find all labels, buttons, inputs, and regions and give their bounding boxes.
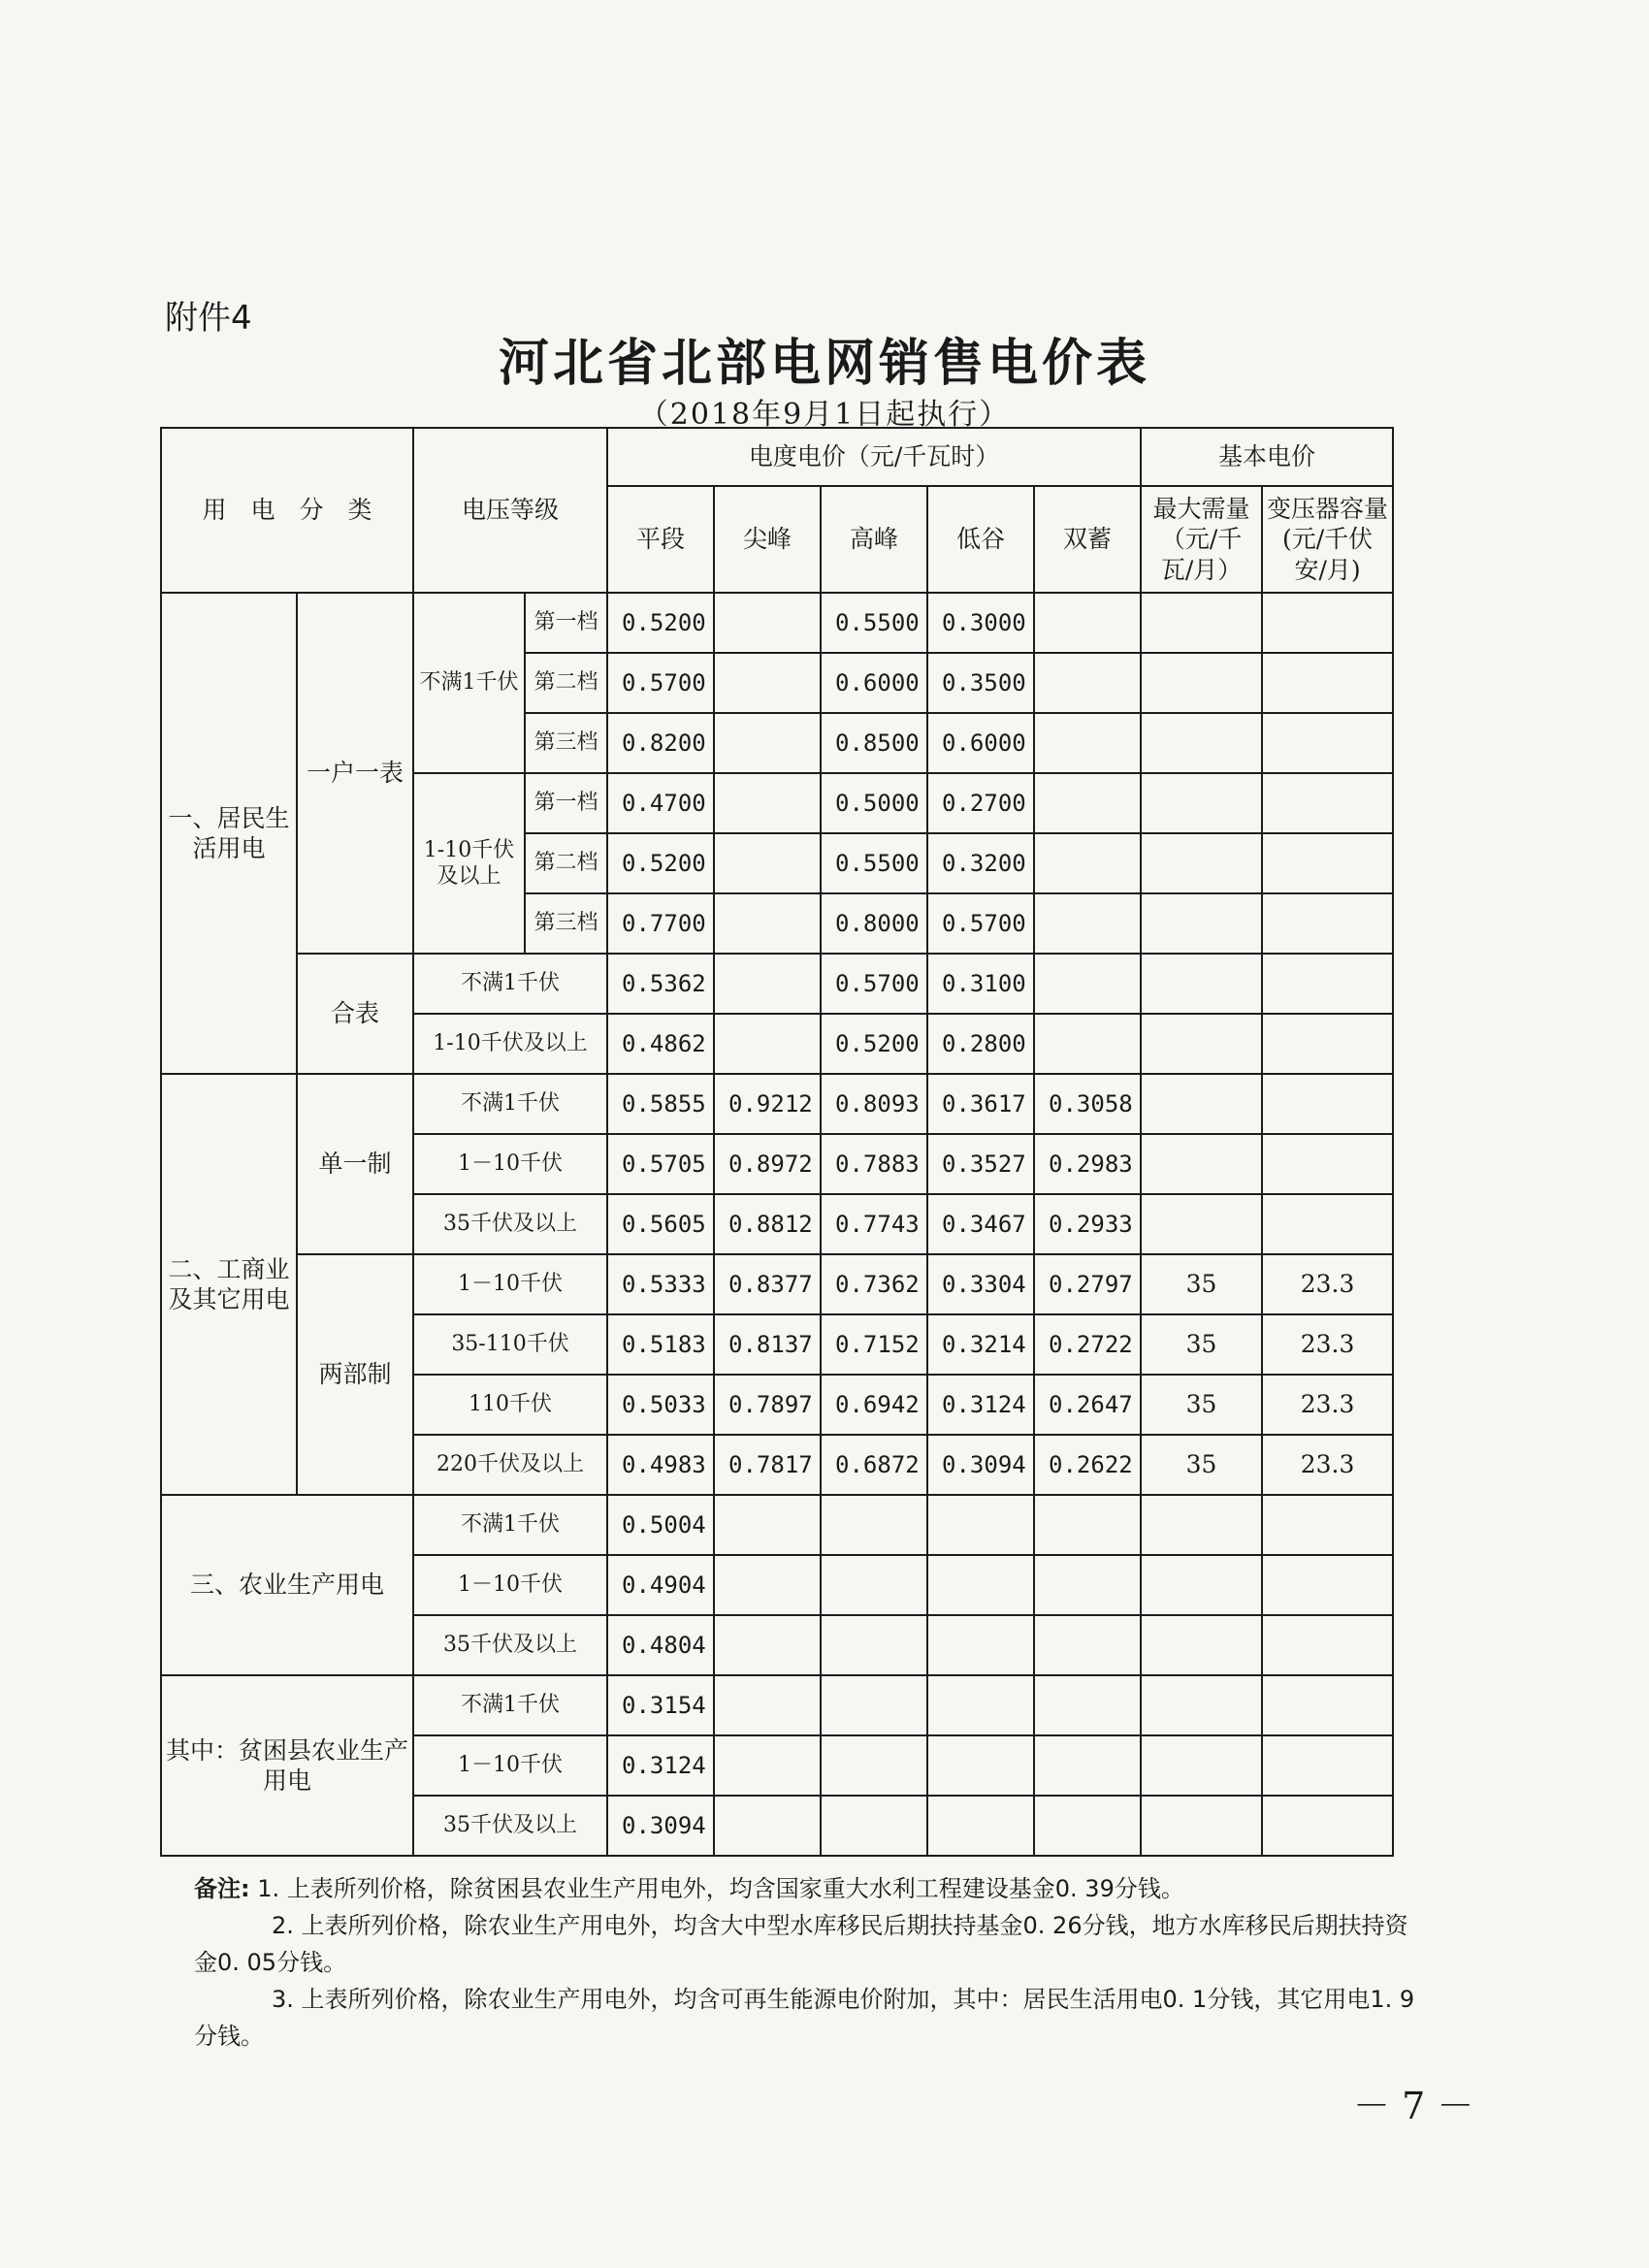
price-low: 0.3304 [927, 1254, 1034, 1314]
price-low: 0.3124 [927, 1375, 1034, 1435]
price-high [821, 1495, 927, 1555]
table-row [161, 1254, 1393, 1314]
note-1: 1. 上表所列价格，除贫困县农业生产用电外，均含国家重大水利工程建设基金0. 39分钱。 [257, 1875, 1184, 1902]
price-storage [1034, 1555, 1141, 1615]
price-demand: 35 [1141, 1254, 1262, 1314]
price-demand [1141, 1074, 1262, 1134]
table-row [161, 593, 1393, 653]
price-capacity [1262, 1194, 1393, 1254]
price-flat: 0.8200 [607, 713, 714, 773]
price-low: 0.6000 [927, 713, 1034, 773]
tier-cell: 第二档 [525, 653, 607, 713]
price-high [821, 1796, 927, 1856]
price-peak [714, 1735, 821, 1796]
price-high: 0.7883 [821, 1134, 927, 1194]
page-number: － 7 － [1353, 2085, 1474, 2127]
price-high: 0.5200 [821, 1014, 927, 1074]
price-flat: 0.5333 [607, 1254, 714, 1314]
voltage-cell: 35千伏及以上 [413, 1194, 607, 1254]
voltage-cell: 1-10千伏及以上 [413, 1014, 607, 1074]
price-peak: 0.8137 [714, 1314, 821, 1375]
price-peak [714, 833, 821, 893]
group-poor-agri: 其中：贫困县农业生产用电 [161, 1675, 413, 1856]
price-low: 0.3214 [927, 1314, 1034, 1375]
price-demand [1141, 653, 1262, 713]
price-peak [714, 593, 821, 653]
price-demand [1141, 713, 1262, 773]
price-demand [1141, 773, 1262, 833]
voltage-cell: 不满1千伏 [413, 954, 607, 1014]
price-storage [1034, 893, 1141, 954]
price-storage: 0.3058 [1034, 1074, 1141, 1134]
price-capacity [1262, 954, 1393, 1014]
group-agri: 三、农业生产用电 [161, 1495, 413, 1675]
header-energy-price: 电度电价（元/千瓦时） [607, 428, 1141, 486]
price-storage [1034, 1735, 1141, 1796]
price-peak: 0.8972 [714, 1134, 821, 1194]
voltage-cell: 35-110千伏 [413, 1314, 607, 1375]
group-residential: 一、居民生活用电 [161, 593, 297, 1074]
price-flat: 0.3094 [607, 1796, 714, 1856]
price-capacity [1262, 1555, 1393, 1615]
price-demand [1141, 1735, 1262, 1796]
header-transformer-capacity: 变压器容量(元/千伏安/月) [1262, 486, 1393, 593]
price-capacity [1262, 1014, 1393, 1074]
price-high: 0.5700 [821, 954, 927, 1014]
voltage-cell: 35千伏及以上 [413, 1796, 607, 1856]
group-two-part: 两部制 [297, 1254, 413, 1495]
price-demand [1141, 1014, 1262, 1074]
price-demand [1141, 833, 1262, 893]
price-low: 0.2800 [927, 1014, 1034, 1074]
price-high: 0.7362 [821, 1254, 927, 1314]
price-high [821, 1675, 927, 1735]
price-low: 0.3100 [927, 954, 1034, 1014]
header-col-peak: 尖峰 [714, 486, 821, 593]
price-peak: 0.8812 [714, 1194, 821, 1254]
price-demand [1141, 1194, 1262, 1254]
price-peak [714, 1796, 821, 1856]
price-demand [1141, 1555, 1262, 1615]
price-peak [714, 773, 821, 833]
price-flat: 0.5033 [607, 1375, 714, 1435]
price-peak [714, 1495, 821, 1555]
price-high: 0.8500 [821, 713, 927, 773]
price-flat: 0.4862 [607, 1014, 714, 1074]
price-storage [1034, 1615, 1141, 1675]
price-flat: 0.7700 [607, 893, 714, 954]
header-col-high: 高峰 [821, 486, 927, 593]
price-peak: 0.7897 [714, 1375, 821, 1435]
price-capacity [1262, 1074, 1393, 1134]
group-single-system: 单一制 [297, 1074, 413, 1254]
price-capacity: 23.3 [1262, 1254, 1393, 1314]
page-subtitle: （2018年9月1日起执行） [638, 398, 1011, 432]
price-high: 0.6000 [821, 653, 927, 713]
price-storage [1034, 954, 1141, 1014]
price-low: 0.3094 [927, 1435, 1034, 1495]
voltage-cell: 1－10千伏 [413, 1735, 607, 1796]
price-storage [1034, 713, 1141, 773]
tier-cell: 第三档 [525, 893, 607, 954]
price-low: 0.2700 [927, 773, 1034, 833]
price-demand [1141, 1675, 1262, 1735]
price-storage: 0.2722 [1034, 1314, 1141, 1375]
price-low [927, 1796, 1034, 1856]
note-2: 2. 上表所列价格，除农业生产用电外，均含大中型水库移民后期扶持基金0. 26分钱，地方水库移民后期扶持资金0. 05分钱。 [194, 1912, 1408, 1976]
price-storage: 0.2933 [1034, 1194, 1141, 1254]
price-peak [714, 954, 821, 1014]
price-storage [1034, 1495, 1141, 1555]
price-low [927, 1735, 1034, 1796]
price-capacity [1262, 1134, 1393, 1194]
price-low [927, 1675, 1034, 1735]
voltage-cell: 不满1千伏 [413, 1074, 607, 1134]
voltage-cell: 不满1千伏 [413, 1675, 607, 1735]
price-flat: 0.4804 [607, 1615, 714, 1675]
note-3: 3. 上表所列价格，除农业生产用电外，均含可再生能源电价附加，其中：居民生活用电0. 1分钱，其它用电1. 9分钱。 [194, 1986, 1415, 2050]
price-storage: 0.2622 [1034, 1435, 1141, 1495]
price-capacity [1262, 1675, 1393, 1735]
price-storage: 0.2647 [1034, 1375, 1141, 1435]
voltage-cell: 35千伏及以上 [413, 1615, 607, 1675]
price-storage: 0.2797 [1034, 1254, 1141, 1314]
price-table [160, 427, 1394, 1857]
header-voltage: 电压等级 [413, 428, 607, 593]
header-col-storage: 双蓄 [1034, 486, 1141, 593]
price-high [821, 1555, 927, 1615]
price-high: 0.5500 [821, 833, 927, 893]
price-high [821, 1615, 927, 1675]
price-low: 0.3500 [927, 653, 1034, 713]
price-capacity [1262, 713, 1393, 773]
tier-cell: 第二档 [525, 833, 607, 893]
notes-label: 备注: [194, 1875, 250, 1902]
price-flat: 0.5605 [607, 1194, 714, 1254]
price-peak: 0.8377 [714, 1254, 821, 1314]
price-capacity: 23.3 [1262, 1314, 1393, 1375]
price-demand: 35 [1141, 1435, 1262, 1495]
price-demand [1141, 954, 1262, 1014]
price-peak [714, 1675, 821, 1735]
price-flat: 0.5200 [607, 593, 714, 653]
price-peak [714, 1555, 821, 1615]
price-demand: 35 [1141, 1314, 1262, 1375]
price-high: 0.5000 [821, 773, 927, 833]
price-flat: 0.3124 [607, 1735, 714, 1796]
table-row [161, 1495, 1393, 1555]
price-low: 0.3000 [927, 593, 1034, 653]
price-flat: 0.5700 [607, 653, 714, 713]
price-peak [714, 1615, 821, 1675]
price-peak: 0.9212 [714, 1074, 821, 1134]
price-flat: 0.5004 [607, 1495, 714, 1555]
price-peak: 0.7817 [714, 1435, 821, 1495]
price-high: 0.7152 [821, 1314, 927, 1375]
price-capacity [1262, 773, 1393, 833]
tier-cell: 第一档 [525, 773, 607, 833]
price-flat: 0.4904 [607, 1555, 714, 1615]
price-storage [1034, 653, 1141, 713]
voltage-cell: 220千伏及以上 [413, 1435, 607, 1495]
price-low: 0.3527 [927, 1134, 1034, 1194]
price-capacity [1262, 1615, 1393, 1675]
price-high: 0.6942 [821, 1375, 927, 1435]
price-demand [1141, 1495, 1262, 1555]
group-one-meter: 一户一表 [297, 593, 413, 954]
header-col-flat: 平段 [607, 486, 714, 593]
page-title: 河北省北部电网销售电价表 [498, 334, 1150, 393]
price-storage [1034, 1796, 1141, 1856]
header-col-low: 低谷 [927, 486, 1034, 593]
price-low: 0.3617 [927, 1074, 1034, 1134]
price-low: 0.3467 [927, 1194, 1034, 1254]
attachment-label: 附件4 [165, 299, 252, 338]
price-capacity: 23.3 [1262, 1435, 1393, 1495]
price-flat: 0.5362 [607, 954, 714, 1014]
table-row [161, 1074, 1393, 1134]
price-storage [1034, 1675, 1141, 1735]
voltage-cell: 不满1千伏 [413, 593, 525, 773]
table-row [161, 1675, 1393, 1735]
voltage-cell: 1－10千伏 [413, 1555, 607, 1615]
price-high: 0.6872 [821, 1435, 927, 1495]
price-flat: 0.5200 [607, 833, 714, 893]
price-demand [1141, 893, 1262, 954]
price-flat: 0.5855 [607, 1074, 714, 1134]
price-high: 0.7743 [821, 1194, 927, 1254]
notes-block [194, 1870, 1416, 2055]
price-peak [714, 893, 821, 954]
price-low [927, 1495, 1034, 1555]
price-high: 0.8093 [821, 1074, 927, 1134]
header-basic-price: 基本电价 [1141, 428, 1393, 486]
price-storage: 0.2983 [1034, 1134, 1141, 1194]
price-low [927, 1555, 1034, 1615]
price-capacity [1262, 1735, 1393, 1796]
table-row [161, 954, 1393, 1014]
price-capacity [1262, 1495, 1393, 1555]
price-capacity [1262, 593, 1393, 653]
price-demand [1141, 1134, 1262, 1194]
price-peak [714, 1014, 821, 1074]
price-low: 0.5700 [927, 893, 1034, 954]
voltage-cell: 110千伏 [413, 1375, 607, 1435]
price-peak [714, 653, 821, 713]
price-capacity [1262, 653, 1393, 713]
group-commercial: 二、工商业及其它用电 [161, 1074, 297, 1495]
voltage-cell: 不满1千伏 [413, 1495, 607, 1555]
price-high: 0.8000 [821, 893, 927, 954]
header-max-demand: 最大需量（元/千瓦/月） [1141, 486, 1262, 593]
price-flat: 0.4700 [607, 773, 714, 833]
price-capacity [1262, 833, 1393, 893]
price-flat: 0.3154 [607, 1675, 714, 1735]
price-demand [1141, 1615, 1262, 1675]
price-demand [1141, 1796, 1262, 1856]
price-high: 0.5500 [821, 593, 927, 653]
price-flat: 0.5183 [607, 1314, 714, 1375]
price-peak [714, 713, 821, 773]
price-low: 0.3200 [927, 833, 1034, 893]
price-high [821, 1735, 927, 1796]
price-capacity: 23.3 [1262, 1375, 1393, 1435]
voltage-cell: 1－10千伏 [413, 1134, 607, 1194]
price-storage [1034, 1014, 1141, 1074]
price-low [927, 1615, 1034, 1675]
header-category: 用 电 分 类 [161, 428, 413, 593]
price-storage [1034, 593, 1141, 653]
tier-cell: 第三档 [525, 713, 607, 773]
tier-cell: 第一档 [525, 593, 607, 653]
price-capacity [1262, 893, 1393, 954]
voltage-cell: 1-10千伏及以上 [413, 773, 525, 954]
price-flat: 0.4983 [607, 1435, 714, 1495]
price-flat: 0.5705 [607, 1134, 714, 1194]
price-storage [1034, 773, 1141, 833]
price-storage [1034, 833, 1141, 893]
voltage-cell: 1－10千伏 [413, 1254, 607, 1314]
price-demand [1141, 593, 1262, 653]
price-capacity [1262, 1796, 1393, 1856]
price-demand: 35 [1141, 1375, 1262, 1435]
group-combined-meter: 合表 [297, 954, 413, 1074]
